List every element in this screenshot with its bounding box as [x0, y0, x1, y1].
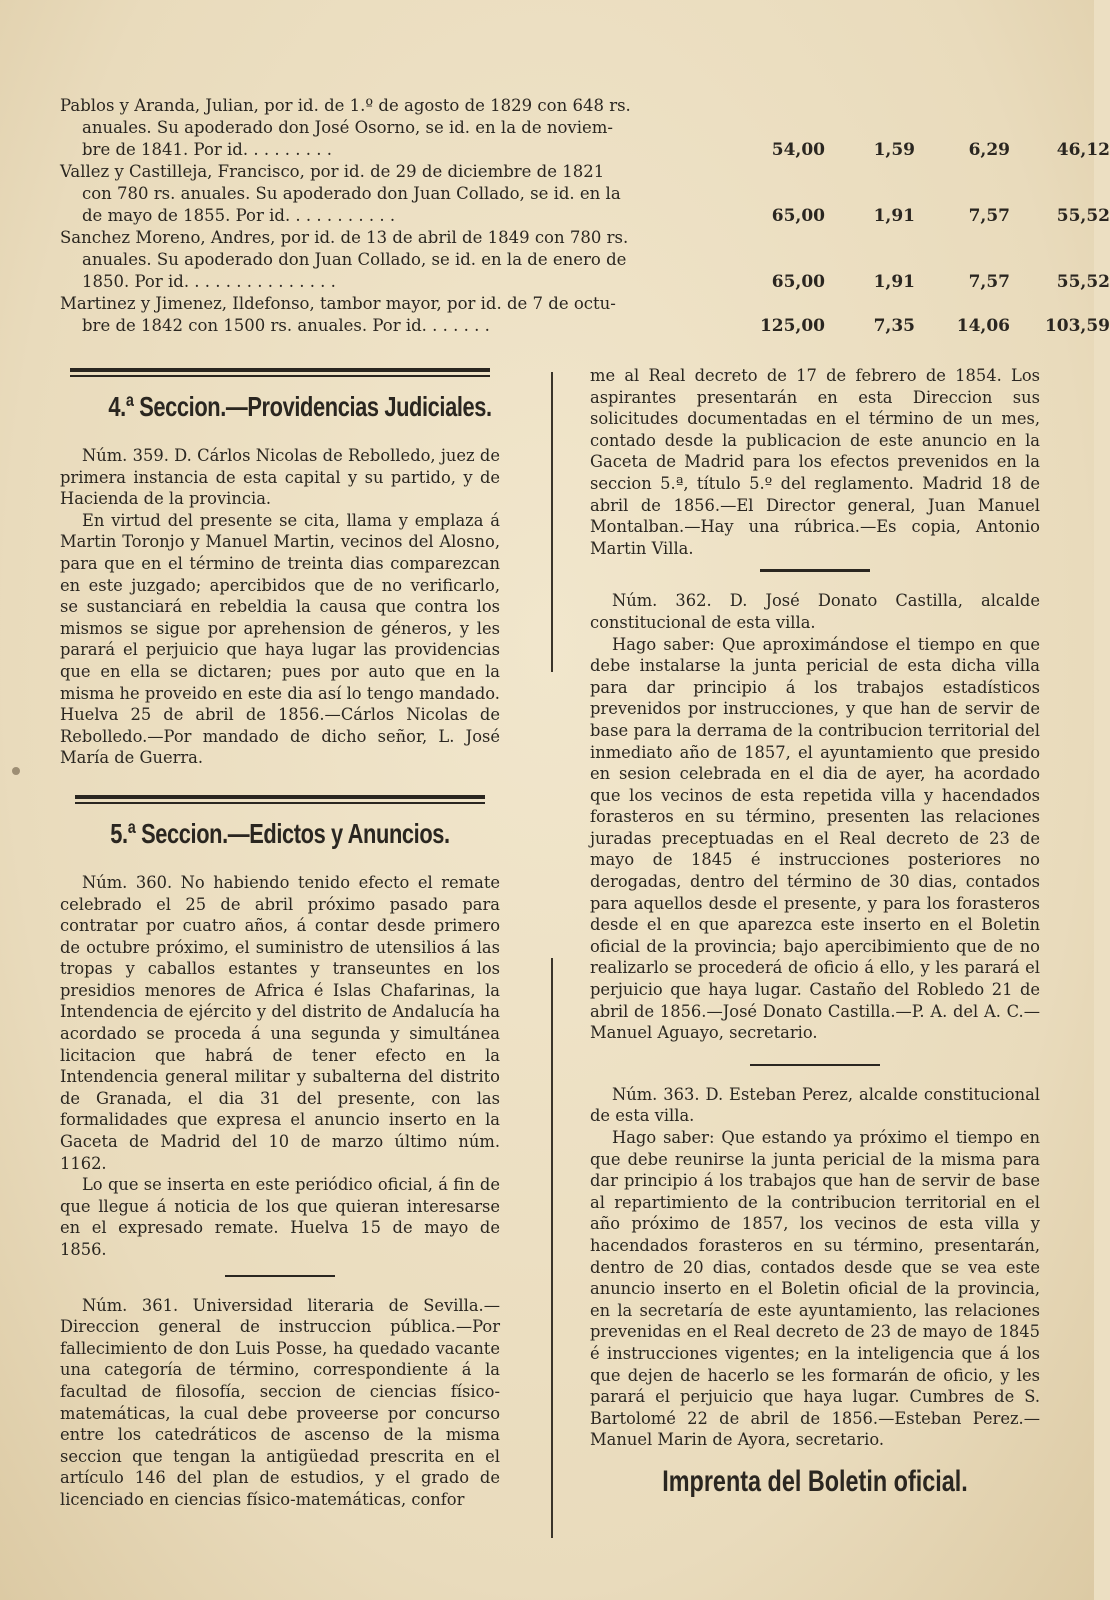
ledger-value: 7,57 — [968, 272, 1010, 292]
notice-360-closing: Lo que se inserta en este periódico oficial, á fin de que llegue á noticia de los que quieran interesarse en el expresado remate. Huelva 15 de mayo de 1856. — [60, 1175, 500, 1259]
ledger-row — [60, 293, 1110, 337]
payment-ledger — [60, 95, 1110, 337]
ledger-value: 103,59 — [1044, 316, 1110, 336]
double-rule — [70, 368, 490, 377]
ledger-value: 125,00 — [759, 316, 825, 336]
section-5-title: 5.ª Seccion.—Edictos y Anuncios. — [110, 817, 450, 849]
left-column — [60, 368, 500, 1511]
ledger-row — [60, 227, 1110, 293]
ledger-value: 6,29 — [968, 140, 1010, 160]
ledger-value: 1,59 — [873, 140, 915, 160]
ledger-line: con 780 rs. anuales. Su apoderado don Juan Collado, se id. en la — [82, 184, 621, 203]
notice-361-continuation: me al Real decreto de 17 de febrero de 1854. Los aspirantes presentarán en esta Direccion sus solicitudes documentadas en el término de un mes, contado desde la publicacion de este anuncio en la Gaceta de Madrid para los efectos prevenidos en la seccion 5.ª, título 5.º del reglamento. Madrid 18 de abril de 1856.—El Director general, Juan Manuel Montalban.—Hay una rúbrica.—Es copia, Antonio Martin Villa. — [590, 366, 1040, 558]
ledger-line: 1850. Por id. . . . . . . . . . . . . . . — [82, 272, 336, 291]
ledger-value: 14,06 — [956, 316, 1010, 336]
ledger-line: de mayo de 1855. Por id. . . . . . . . . . . — [82, 206, 396, 225]
ledger-line: Martinez y Jimenez, Ildefonso, tambor mayor, por id. de 7 de octu- — [60, 294, 616, 313]
ledger-value: 1,91 — [873, 272, 915, 292]
notice-359-header: Núm. 359. D. Cárlos Nicolas de Rebolledo, juez de primera instancia de esta capital y su partido, y de Hacienda de la provincia. — [60, 446, 500, 509]
ledger-value: 1,91 — [873, 206, 915, 226]
right-column — [590, 365, 1040, 1499]
ink-spot — [12, 767, 20, 775]
ledger-value: 7,35 — [873, 316, 915, 336]
short-rule — [750, 1064, 880, 1066]
notice-362-header: Núm. 362. D. José Donato Castilla, alcalde constitucional de esta villa. — [590, 591, 1040, 632]
ledger-line: Pablos y Aranda, Julian, por id. de 1.º de agosto de 1829 con 648 rs. — [60, 96, 631, 115]
ledger-value: 54,00 — [771, 140, 825, 160]
double-rule — [75, 795, 485, 804]
short-rule — [760, 569, 870, 572]
ledger-value: 65,00 — [771, 272, 825, 292]
notice-359-body: En virtud del presente se cita, llama y emplaza á Martin Toronjo y Manuel Martin, vecinos del Alosno, para que en el término de treinta dias comparezcan en este juzgado; apercibidos que de no verificarlo, se sustanciará en rebeldia la causa que contra los mismos se sigue por aprehension de géneros, y les parará el perjuicio que haya lugar las providencias que en ella se dictaren; pues por auto que en la misma he proveido en este dia así lo tengo mandado. Huelva 25 de abril de 1856.—Cárlos Nicolas de Rebolledo.—Por mandado de dicho señor, L. José María de Guerra. — [60, 510, 500, 768]
notice-362-body: Hago saber: Que aproximándose el tiempo en que debe instalarse la junta pericial de esta dicha villa para dar principio á los trabajos estadísticos prevenidos por instrucciones, y que han de servir de base para la derrama de la contribucion territorial del inmediato año de 1857, el ayuntamiento que presido en sesion celebrada en el dia de ayer, ha acordado que los vecinos de esta repetida villa y hacendados forasteros en su término, presenten las relaciones juradas preceptuadas en el Real decreto de 23 de mayo de 1845 é instrucciones posteriores no derogadas, dentro del término de 30 dias, contados para aquellos desde el presente, y para los forasteros desde el en que aparezca este inserto en el Boletin oficial de la provincia; bajo apercibimiento que de no realizarlo se procederá de oficio á ello, y les parará el perjuicio que haya lugar. Castaño del Robledo 21 de abril de 1856.—José Donato Castilla.—P. A. del A. C.—Manuel Aguayo, secretario. — [590, 634, 1040, 1043]
short-rule — [225, 1275, 335, 1277]
notice-360-body: Núm. 360. No habiendo tenido efecto el remate celebrado el 25 de abril próximo pasado para contratar por cuatro años, á contar desde primero de octubre próximo, el suministro de utensilios á las tropas y caballos estantes y transeuntes en los presidios menores de Africa é Islas Chafarinas, la Intendencia de ejército y del distrito de Andalucía ha acordado se proceda á una segunda y simultánea licitacion que habrá de tener efecto en la Intendencia general militar y subalterna del distrito de Granada, el dia 31 del presente, con las formalidades que expresa el anuncio inserto en la Gaceta de Madrid del 10 de marzo último núm. 1162. — [60, 872, 500, 1173]
notice-361-body: Núm. 361. Universidad literaria de Sevilla.—Direccion general de instruccion pública.—Por fallecimiento de don Luis Posse, ha quedado vacante una categoría de término, correspondiente á la facultad de filosofía, seccion de ciencias físico-matemáticas, la cual debe proveerse por concurso entre los catedráticos de ascenso de la misma seccion que tengan la antigüedad prescrita en el artículo 146 del plan de estudios, y el grado de licenciado en ciencias físico-matemáticas, confor — [60, 1295, 500, 1509]
ledger-value: 55,52 — [1056, 272, 1110, 292]
column-divider — [551, 958, 553, 1538]
printer-imprint: Imprenta del Boletin oficial. — [662, 1464, 968, 1498]
column-divider — [551, 372, 553, 672]
ledger-line: anuales. Su apoderado don José Osorno, se id. en la de noviem- — [82, 118, 614, 137]
notice-363-body: Hago saber: Que estando ya próximo el tiempo en que debe reunirse la junta pericial de la misma para dar principio á los trabajos que han de servir de base al repartimiento de la contribucion territorial en el año próximo de 1857, los vecinos de esta villa y hacendados forasteros en su término, presentarán, dentro de 20 dias, contados desde que se vea este anuncio inserto en el Boletin oficial de la provincia, en la secretaría de este ayuntamiento, las relaciones prevenidas en el Real decreto de 23 de mayo de 1845 é instrucciones vigentes; en la inteligencia que á los que dejen de hacerlo se les formarán de oficio, y les parará el perjuicio que haya lugar. Cumbres de S. Bartolomé 22 de abril de 1856.—Esteban Perez.—Manuel Marin de Ayora, secretario. — [590, 1128, 1040, 1450]
section-4-title: 4.ª Seccion.—Providencias Judiciales. — [108, 391, 492, 422]
ledger-value: 7,57 — [968, 206, 1010, 226]
ledger-line: anuales. Su apoderado don Juan Collado, se id. en la de enero de — [82, 250, 627, 269]
ledger-value: 55,52 — [1056, 206, 1110, 226]
ledger-line: Sanchez Moreno, Andres, por id. de 13 de abril de 1849 con 780 rs. — [60, 228, 629, 247]
ledger-row — [60, 95, 1110, 161]
ledger-value: 46,12 — [1056, 140, 1110, 160]
ledger-line: bre de 1841. Por id. . . . . . . . . — [82, 140, 333, 159]
notice-363-header: Núm. 363. D. Esteban Perez, alcalde constitucional de esta villa. — [590, 1084, 1040, 1126]
ledger-line: Vallez y Castilleja, Francisco, por id. de 29 de diciembre de 1821 — [60, 162, 605, 181]
ledger-row — [60, 161, 1110, 227]
ledger-value: 65,00 — [771, 206, 825, 226]
ledger-line: bre de 1842 con 1500 rs. anuales. Por id. . . . . . . — [82, 316, 490, 335]
